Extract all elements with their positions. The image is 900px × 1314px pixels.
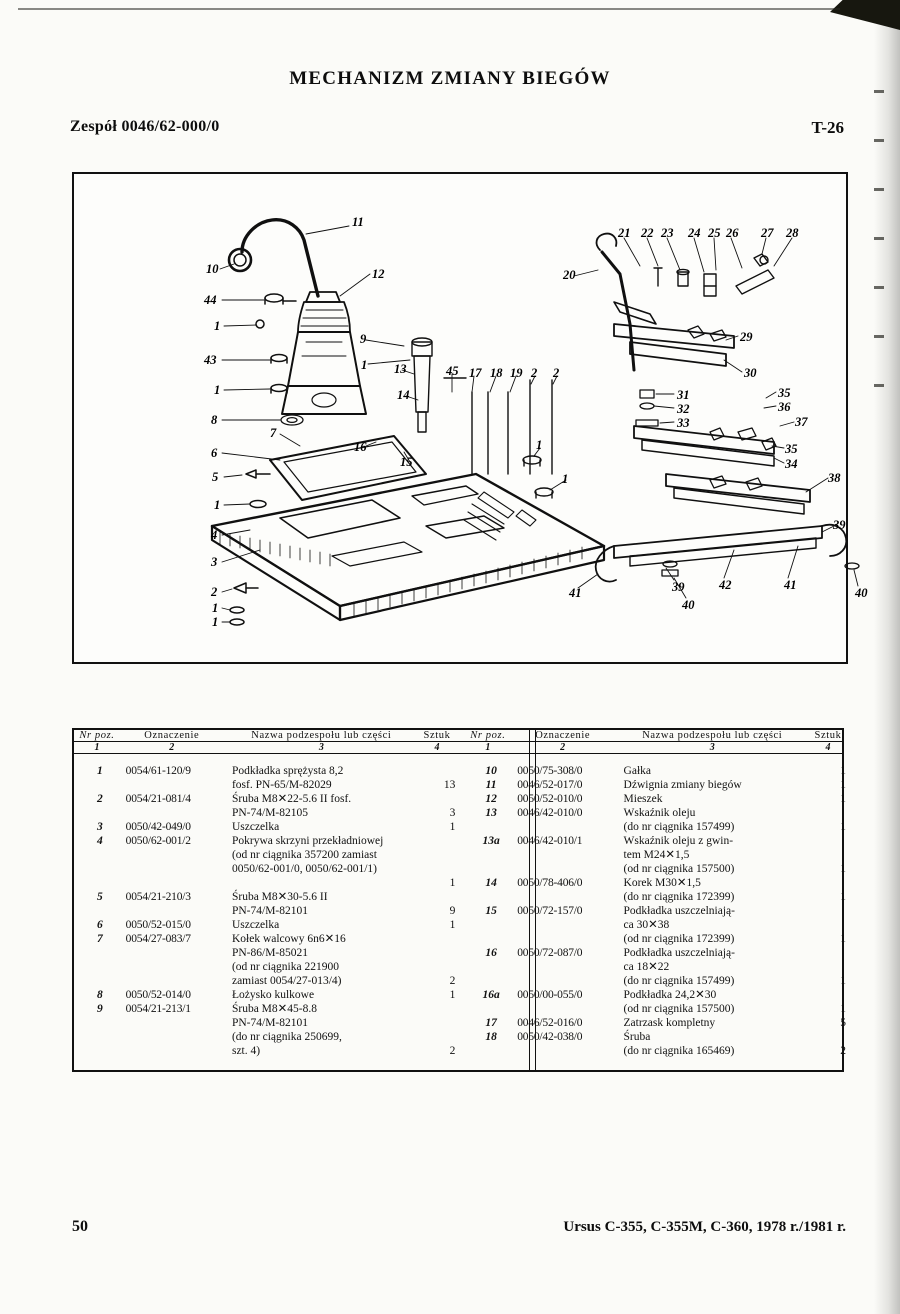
callout-22: 22 xyxy=(641,226,654,240)
row-oznaczenie-right: 0050/72-087/0 xyxy=(517,947,583,960)
colnum-2-left: 2 xyxy=(169,742,175,753)
colnum-1-right: 1 xyxy=(485,742,491,753)
row-nazwa-right: (od nr ciągnika 157500) xyxy=(623,1003,735,1016)
row-spacer xyxy=(455,960,465,974)
row-nazwa-right: Zatrzask kompletny xyxy=(623,1017,716,1030)
row-spacer xyxy=(455,806,465,820)
row-nazwa-right: Śruba xyxy=(623,1031,651,1044)
row-spacer xyxy=(455,946,465,960)
callout-21: 21 xyxy=(618,226,631,240)
row-spacer xyxy=(455,764,465,778)
callout-44: 44 xyxy=(204,293,217,307)
callout-1g: 1 xyxy=(536,438,543,452)
callout-1e: 1 xyxy=(212,615,219,629)
row-sztuk-right xyxy=(812,946,846,960)
callout-4: 4 xyxy=(211,528,218,542)
callout-39a: 39 xyxy=(833,518,846,532)
row-spacer xyxy=(455,974,465,988)
scan-top-line-artifact xyxy=(18,8,840,10)
row-nazwa-right: Podkładka 24,2✕30 xyxy=(623,989,717,1002)
row-spacer xyxy=(455,932,465,946)
callout-30: 30 xyxy=(744,366,757,380)
header-nr-right: Nr poz. xyxy=(470,730,506,741)
row-spacer xyxy=(455,1030,465,1044)
callout-10: 10 xyxy=(206,262,219,276)
row-nr-left xyxy=(74,848,122,862)
row-nazwa-left: PN-74/M-82105 xyxy=(231,807,308,820)
row-oznaczenie-left xyxy=(122,876,226,890)
row-sztuk-right xyxy=(812,1030,846,1044)
row-nr-right: 18 xyxy=(485,1031,497,1044)
header-nazwa-right: Nazwa podzespołu lub części xyxy=(642,730,783,741)
row-oznaczenie-left xyxy=(122,1016,226,1030)
row-sztuk-left xyxy=(421,932,456,946)
header-sztuk-right: Sztuk xyxy=(814,730,842,741)
callout-18: 18 xyxy=(490,366,503,380)
row-oznaczenie-left: 0050/62-001/2 xyxy=(125,835,191,848)
row-nr-right xyxy=(465,848,513,862)
row-nr-right: 16a xyxy=(482,989,500,1002)
row-nazwa-left: PN-74/M-82101 xyxy=(231,1017,308,1030)
row-nazwa-right: (do nr ciągnika 157499) xyxy=(623,975,735,988)
row-nazwa-left: fosf. PN-65/M-82029 xyxy=(231,779,332,792)
row-oznaczenie-right: 0050/78-406/0 xyxy=(517,877,583,890)
row-nr-right: 17 xyxy=(485,1017,497,1030)
row-oznaczenie-right: 0050/72-157/0 xyxy=(517,905,583,918)
table-row xyxy=(74,778,846,792)
row-nazwa-right: (od nr ciągnika 172399) xyxy=(623,933,735,946)
row-nr-left: 8 xyxy=(96,989,103,1002)
row-oznaczenie-left xyxy=(122,848,226,862)
row-nr-left: 6 xyxy=(96,919,103,932)
row-nazwa-left: (od nr ciągnika 221900 xyxy=(231,961,339,974)
callout-35b: 35 xyxy=(785,442,798,456)
callout-33: 33 xyxy=(677,416,690,430)
row-nr-right: 16 xyxy=(485,947,497,960)
row-sztuk-left xyxy=(421,1030,456,1044)
row-sztuk-left xyxy=(421,834,456,848)
page-title: MECHANIZM ZMIANY BIEGÓW xyxy=(289,68,611,89)
callout-1h: 1 xyxy=(562,472,569,486)
callout-1c: 1 xyxy=(214,498,221,512)
row-sztuk-left: 9 xyxy=(449,905,456,918)
callout-13: 13 xyxy=(394,362,407,376)
row-spacer xyxy=(455,792,465,806)
row-nazwa-left: Uszczelka xyxy=(231,919,280,932)
row-nazwa-right: Dźwignia zmiany biegów xyxy=(623,779,742,792)
footer-source: Ursus C-355, C-355M, C-360, 1978 r./1981 r. xyxy=(563,1219,846,1235)
row-nr-left xyxy=(74,862,122,876)
row-nr-right: 13 xyxy=(485,807,497,820)
row-nazwa-left: 0050/62-001/0, 0050/62-001/1) xyxy=(231,863,377,876)
row-sztuk-right xyxy=(812,988,846,1002)
row-oznaczenie-left xyxy=(122,1044,226,1058)
callout-37: 37 xyxy=(795,415,808,429)
table-row xyxy=(74,834,846,848)
callout-42: 42 xyxy=(719,578,732,592)
table-row xyxy=(74,876,846,890)
row-spacer xyxy=(455,890,465,904)
row-spacer xyxy=(455,904,465,918)
row-nazwa-left: Podkładka sprężysta 8,2 xyxy=(231,765,344,777)
callout-1a: 1 xyxy=(214,319,221,333)
row-oznaczenie-right: 0050/42-038/0 xyxy=(517,1031,583,1044)
callout-34: 34 xyxy=(785,457,798,471)
row-nr-left xyxy=(74,1030,122,1044)
row-sztuk-left: 1 xyxy=(449,821,456,834)
row-nr-right: 12 xyxy=(485,793,497,806)
header-oznaczenie-left: Oznaczenie xyxy=(144,730,200,741)
row-oznaczenie-right: 0046/52-016/0 xyxy=(517,1017,583,1030)
assembly-label: Zespół 0046/62-000/0 xyxy=(70,118,220,135)
row-oznaczenie-left xyxy=(122,862,226,876)
row-nazwa-left: Łożysko kulkowe xyxy=(231,989,315,1002)
row-spacer xyxy=(455,876,465,890)
callout-20: 20 xyxy=(563,268,576,282)
table-column-number-row xyxy=(74,742,846,753)
callout-41b: 41 xyxy=(784,578,797,592)
row-nr-right xyxy=(465,1044,513,1058)
row-nazwa-right: Podkładka uszczelniają- xyxy=(623,905,735,918)
row-spacer xyxy=(455,834,465,848)
row-sztuk-left: 13 xyxy=(443,779,456,792)
row-nr-left: 3 xyxy=(96,821,103,834)
row-nazwa-left: PN-74/M-82101 xyxy=(231,905,308,918)
row-nr-right xyxy=(465,1002,513,1016)
row-oznaczenie-left xyxy=(122,974,226,988)
row-oznaczenie-left: 0054/27-083/7 xyxy=(125,933,191,946)
row-nazwa-right: ca 30✕38 xyxy=(623,919,670,932)
page-number: 50 xyxy=(72,1218,88,1235)
row-nr-right xyxy=(465,862,513,876)
colnum-2-right: 2 xyxy=(560,742,566,753)
table-row xyxy=(74,1044,846,1058)
table-row xyxy=(74,932,846,946)
row-sztuk-right: 1 xyxy=(840,793,846,806)
row-nr-left xyxy=(74,1016,122,1030)
table-row xyxy=(74,1016,846,1030)
callout-1f: 1 xyxy=(361,358,368,372)
row-oznaczenie-right: 0050/52-010/0 xyxy=(517,793,583,806)
header-nr-left: Nr poz. xyxy=(79,730,115,741)
colnum-4-left: 4 xyxy=(434,742,440,753)
row-oznaczenie-left: 0054/21-210/3 xyxy=(125,891,191,904)
row-nazwa-right: (do nr ciągnika 172399) xyxy=(623,891,735,904)
row-nr-left xyxy=(74,876,122,890)
row-sztuk-left xyxy=(421,848,456,862)
row-nr-left: 7 xyxy=(96,933,103,946)
row-nazwa-left: (do nr ciągnika 250699, xyxy=(231,1031,342,1044)
row-nr-left: 4 xyxy=(96,835,103,848)
header-nazwa-left: Nazwa podzespołu lub części xyxy=(251,730,392,741)
row-sztuk-left: 3 xyxy=(449,807,456,820)
callout-19: 19 xyxy=(510,366,523,380)
colnum-1-left: 1 xyxy=(94,742,100,753)
row-sztuk-left xyxy=(421,890,456,904)
row-sztuk-left: 1 xyxy=(449,919,456,932)
callout-28: 28 xyxy=(786,226,799,240)
row-sztuk-right xyxy=(812,904,846,918)
table-row xyxy=(74,1002,846,1016)
row-nr-left xyxy=(74,974,122,988)
row-nazwa-right: ca 18✕22 xyxy=(623,961,670,974)
row-sztuk-left xyxy=(421,764,456,778)
table-row xyxy=(74,974,846,988)
callout-12: 12 xyxy=(372,267,385,281)
row-oznaczenie-left: 0054/61-120/9 xyxy=(125,765,191,777)
row-nazwa-left: Śruba M8✕22-5.6 II fosf. xyxy=(231,793,352,806)
callout-2b: 2 xyxy=(531,366,538,380)
row-oznaczenie-right: 0050/75-308/0 xyxy=(517,765,583,777)
row-nr-left: 9 xyxy=(96,1003,103,1016)
row-sztuk-left xyxy=(421,862,456,876)
row-sztuk-right: 1 xyxy=(840,765,846,777)
scan-edge-ticks xyxy=(874,90,886,550)
callout-11: 11 xyxy=(352,215,364,229)
row-nr-right: 14 xyxy=(485,877,497,890)
row-nazwa-left: PN-86/M-85021 xyxy=(231,947,308,960)
sheet-code: T-26 xyxy=(811,118,844,137)
row-sztuk-right: 1 xyxy=(840,821,846,834)
row-sztuk-right: 2 xyxy=(840,1045,846,1058)
row-nr-right: 11 xyxy=(485,779,497,792)
row-nr-left: 1 xyxy=(96,765,103,777)
row-spacer xyxy=(455,778,465,792)
row-nr-right: 13a xyxy=(482,835,500,848)
callout-32: 32 xyxy=(677,402,690,416)
table-row xyxy=(74,918,846,932)
row-oznaczenie-right: 0046/42-010/1 xyxy=(517,835,583,848)
row-sztuk-right: 1 xyxy=(840,863,846,876)
row-sztuk-left xyxy=(421,792,456,806)
table-row xyxy=(74,862,846,876)
row-nazwa-right: (do nr ciągnika 157499) xyxy=(623,821,735,834)
row-nr-left xyxy=(74,778,122,792)
row-sztuk-right: 1 xyxy=(840,933,846,946)
row-nr-right xyxy=(465,918,513,932)
callout-36: 36 xyxy=(778,400,791,414)
row-nr-right xyxy=(465,932,513,946)
row-oznaczenie-left: 0050/42-049/0 xyxy=(125,821,191,834)
row-spacer xyxy=(455,848,465,862)
row-sztuk-left: 2 xyxy=(449,975,456,988)
scan-corner-artifact xyxy=(830,0,900,30)
row-nazwa-right: Wskaźnik oleju xyxy=(623,807,696,820)
row-nr-left: 5 xyxy=(96,891,103,904)
row-nr-right xyxy=(465,820,513,834)
callout-29: 29 xyxy=(740,330,753,344)
row-nazwa-left: Kołek walcowy 6n6✕16 xyxy=(231,933,346,946)
row-spacer xyxy=(455,1044,465,1058)
row-nazwa-left: szt. 4) xyxy=(231,1045,261,1058)
row-oznaczenie-left xyxy=(122,960,226,974)
row-spacer xyxy=(455,820,465,834)
callout-8: 8 xyxy=(211,413,218,427)
callout-40a: 40 xyxy=(682,598,695,612)
callout-35a: 35 xyxy=(778,386,791,400)
row-sztuk-right: 1 xyxy=(840,891,846,904)
table-row xyxy=(74,806,846,820)
row-nazwa-right: (od nr ciągnika 157500) xyxy=(623,863,735,876)
callout-14: 14 xyxy=(397,388,410,402)
exploded-diagram xyxy=(72,172,868,664)
callout-31: 31 xyxy=(677,388,690,402)
row-spacer xyxy=(455,988,465,1002)
row-oznaczenie-left: 0050/52-014/0 xyxy=(125,989,191,1002)
row-nr-left xyxy=(74,960,122,974)
row-sztuk-right xyxy=(812,834,846,848)
table-row xyxy=(74,890,846,904)
row-nazwa-right: Wskaźnik oleju z gwin- xyxy=(623,835,734,848)
row-oznaczenie-left xyxy=(122,806,226,820)
callout-26: 26 xyxy=(726,226,739,240)
row-sztuk-right: 1 xyxy=(840,1003,846,1016)
row-nazwa-left xyxy=(226,876,421,890)
row-sztuk-right xyxy=(812,960,846,974)
row-nazwa-left: Uszczelka xyxy=(231,821,280,834)
callout-40b: 40 xyxy=(855,586,868,600)
callout-2c: 2 xyxy=(553,366,560,380)
row-nazwa-left: (od nr ciągnika 357200 zamiast xyxy=(231,849,377,862)
row-sztuk-left xyxy=(421,960,456,974)
callout-2a: 2 xyxy=(211,585,218,599)
colnum-3-right: 3 xyxy=(709,742,715,753)
row-oznaczenie-right: 0050/00-055/0 xyxy=(517,989,583,1002)
table-row xyxy=(74,764,846,778)
row-nazwa-left: Śruba M8✕45-8.8 xyxy=(231,1003,317,1016)
row-nr-left xyxy=(74,904,122,918)
row-oznaczenie-right: 0046/42-010/0 xyxy=(517,807,583,820)
table-row xyxy=(74,1030,846,1044)
colnum-4-right: 4 xyxy=(825,742,831,753)
row-nr-right: 15 xyxy=(485,905,497,918)
callout-16: 16 xyxy=(354,440,367,454)
row-sztuk-left xyxy=(421,946,456,960)
row-sztuk-right: 1 xyxy=(840,779,846,792)
callout-43: 43 xyxy=(204,353,217,367)
table-row xyxy=(74,946,846,960)
callout-6: 6 xyxy=(211,446,218,460)
row-nr-right xyxy=(465,960,513,974)
table-center-divider xyxy=(529,730,536,1070)
row-sztuk-right: 5 xyxy=(840,1017,846,1030)
row-oznaczenie-left: 0054/21-213/1 xyxy=(125,1003,191,1016)
table-row xyxy=(74,792,846,806)
callout-3: 3 xyxy=(211,555,218,569)
parts-table xyxy=(72,728,844,1072)
row-sztuk-left: 1 xyxy=(449,989,456,1002)
callout-25: 25 xyxy=(708,226,721,240)
row-sztuk-left: 2 xyxy=(449,1045,456,1058)
row-spacer xyxy=(455,1002,465,1016)
table-header-row xyxy=(74,730,846,741)
row-nazwa-left: zamiast 0054/27-013/4) xyxy=(231,975,342,988)
row-spacer xyxy=(455,918,465,932)
callout-27: 27 xyxy=(761,226,774,240)
callout-15: 15 xyxy=(400,455,413,469)
row-nr-left xyxy=(74,946,122,960)
row-spacer xyxy=(455,1016,465,1030)
row-sztuk-right xyxy=(812,806,846,820)
row-oznaczenie-left xyxy=(122,946,226,960)
row-nr-left xyxy=(74,806,122,820)
table-row xyxy=(74,820,846,834)
row-nazwa-right: (do nr ciągnika 165469) xyxy=(623,1045,735,1058)
callout-38: 38 xyxy=(828,471,841,485)
table-row xyxy=(74,848,846,862)
row-nazwa-right: Gałka xyxy=(623,765,651,777)
row-spacer xyxy=(455,862,465,876)
row-oznaczenie-left xyxy=(122,778,226,792)
header-oznaczenie-right: Oznaczenie xyxy=(535,730,591,741)
callout-7: 7 xyxy=(270,426,277,440)
callout-1d: 1 xyxy=(212,601,219,615)
row-sztuk-left xyxy=(421,1002,456,1016)
row-nazwa-left: Pokrywa skrzyni przekładniowej xyxy=(231,835,384,848)
table-row xyxy=(74,960,846,974)
row-sztuk-left xyxy=(421,1016,456,1030)
callout-39b: 39 xyxy=(672,580,685,594)
callout-17: 17 xyxy=(469,366,482,380)
callout-41a: 41 xyxy=(569,586,582,600)
table-row xyxy=(74,988,846,1002)
row-sztuk-right xyxy=(812,876,846,890)
callout-5: 5 xyxy=(212,470,219,484)
row-nr-left: 2 xyxy=(96,793,103,806)
row-sztuk-left: 1 xyxy=(449,877,456,890)
row-oznaczenie-left xyxy=(122,904,226,918)
row-oznaczenie-left: 0050/52-015/0 xyxy=(125,919,191,932)
callout-24: 24 xyxy=(688,226,701,240)
row-nazwa-right: Podkładka uszczelniają- xyxy=(623,947,735,960)
row-nazwa-right: Mieszek xyxy=(623,793,663,806)
table-row xyxy=(74,904,846,918)
callout-45: 45 xyxy=(446,364,459,378)
row-sztuk-right: 1 xyxy=(840,975,846,988)
row-nr-left xyxy=(74,1044,122,1058)
row-nr-right xyxy=(465,974,513,988)
callout-23: 23 xyxy=(661,226,674,240)
row-sztuk-right xyxy=(812,848,846,862)
callout-1b: 1 xyxy=(214,383,221,397)
row-oznaczenie-left: 0054/21-081/4 xyxy=(125,793,191,806)
row-nazwa-left: Śruba M8✕30-5.6 II xyxy=(231,891,328,904)
row-oznaczenie-left xyxy=(122,1030,226,1044)
header-sztuk-left: Sztuk xyxy=(423,730,451,741)
row-nr-right xyxy=(465,890,513,904)
callout-9: 9 xyxy=(360,332,367,346)
row-sztuk-right xyxy=(812,918,846,932)
row-oznaczenie-right: 0046/52-017/0 xyxy=(517,779,583,792)
row-nazwa-right: Korek M30✕1,5 xyxy=(623,877,701,890)
row-nr-right: 10 xyxy=(485,765,497,777)
colnum-3-left: 3 xyxy=(318,742,324,753)
row-nazwa-right: tem M24✕1,5 xyxy=(623,849,690,862)
